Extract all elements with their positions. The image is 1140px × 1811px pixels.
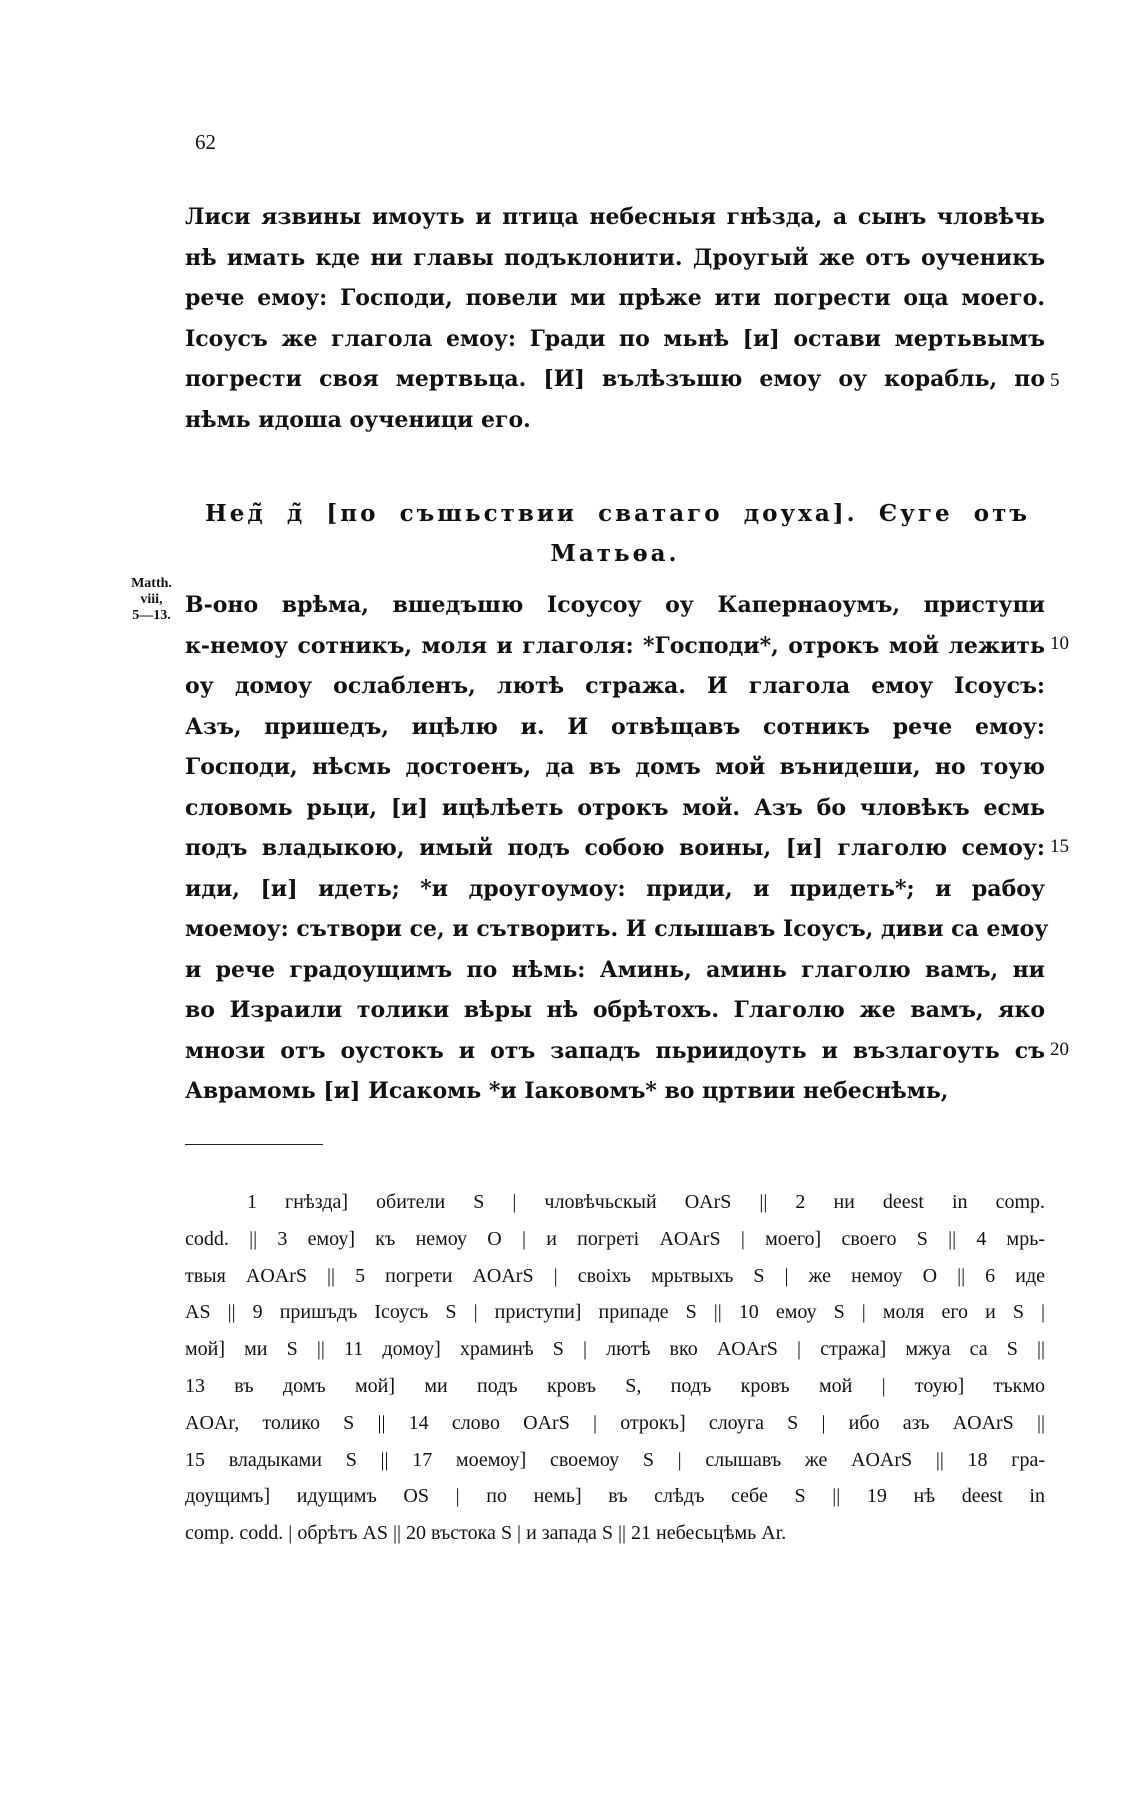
line-number-15: 15 xyxy=(1050,836,1069,857)
footnote-line: 15 владыками S || 17 моемоу] своемоу S | слышавъ же AOArS || 18 гра- xyxy=(185,1448,1045,1471)
text-line: Азъ, пришедъ, ицѣлю и. И отвѣщавъ сотникъ рече емоу: xyxy=(185,713,1045,740)
section-heading xyxy=(185,494,1045,574)
text-line: нѣмь идоша оученици его. xyxy=(185,406,531,433)
line-number-10: 10 xyxy=(1050,633,1069,654)
footnote-divider xyxy=(185,1144,323,1145)
footnote-line: твыя AOArS || 5 погрети AOArS | своіхъ мрьтвыхъ S | же немоу O || 6 иде xyxy=(185,1264,1045,1287)
passage-1 xyxy=(185,197,1045,440)
heading-line-2: Матьѳа. xyxy=(550,540,680,567)
text-line: Аврамомь [и] Исакомь *и Іаковомъ* во цртвии небеснѣмь, xyxy=(185,1078,949,1104)
passage-2 xyxy=(185,585,1049,1112)
text-line: нѣ имать кде ни главы подъклонити. Дроугый же отъ оученикъ xyxy=(185,244,1045,271)
text-line: погрести своя мертвьца. [И] вълѣзъшю емоу оу корабль, по xyxy=(185,366,1045,392)
margin-ref-verses: 5—13. xyxy=(132,608,171,623)
footnote-line: codd. || 3 емоу] къ немоу O | и погреті AOArS | моего] своего S || 4 мрь- xyxy=(185,1227,1045,1250)
text-line: к-немоу сотникъ, моля и глаголя: *Господи*, отрокъ мой лежить xyxy=(185,632,1045,659)
footnote-line: доущимъ] идущимъ OS | по немь] въ слѣдъ себе S || 19 нѣ deest in xyxy=(185,1485,1045,1508)
footnote-line: мой] ми S || 11 домоу] храминѣ S | лютѣ вко AOArS | стража] мжуа са S || xyxy=(185,1338,1045,1361)
text-line: словомь рьци, [и] ицѣлѣеть отрокъ мой. Азъ бо чловѣкъ есмь xyxy=(185,794,1045,821)
text-line: оу домоу ослабленъ, лютѣ стража. И глагола емоу Ісоусъ: xyxy=(185,673,1045,699)
text-line: во Израили толики вѣры нѣ обрѣтохъ. Глаголю же вамъ, яко xyxy=(185,997,1045,1023)
text-line: подъ владыкою, имый подъ собою воины, [и] глаголю семоу: xyxy=(185,835,1045,861)
footnote-line: 1 гнѣзда] обители S | чловѣчьскый OArS || 2 ни deest in comp. xyxy=(247,1191,1045,1213)
footnote-line: AS || 9 пришъдъ Ісоусъ S | приступи] припаде S || 10 емоу S | моля его и S | xyxy=(185,1301,1045,1324)
text-line: моемоу: сътвори се, и сътворить. И слышавъ Ісоусъ, диви са емоу xyxy=(185,916,1049,942)
text-line: В-оно врѣма, вшедъшю Ісоусоу оу Капернаоумъ, приступи xyxy=(185,592,1045,618)
page-number: 62 xyxy=(195,130,216,154)
margin-ref-chapter: viii, xyxy=(140,592,163,607)
text-line: мнози отъ оустокъ и отъ западъ пьриидоуть и възлагоуть съ xyxy=(185,1037,1045,1064)
text-line: Господи, нѣсмь достоенъ, да въ домъ мой вънидеши, но тоую xyxy=(185,754,1045,780)
line-number-20: 20 xyxy=(1050,1039,1069,1060)
line-number-5: 5 xyxy=(1050,370,1060,391)
text-line: и рече градоущимъ по нѣмь: Аминь, аминь глаголю вамъ, ни xyxy=(185,956,1045,983)
text-line: Ісоусъ же глагола емоу: Гради по мьнѣ [и] остави мертьвымъ xyxy=(185,325,1045,352)
footnote-line: comp. codd. | обрѣтъ AS || 20 въстока S | и запада S || 21 небесьцѣмь Ar. xyxy=(185,1522,787,1545)
footnote-line: 13 въ домъ мой] ми подъ кровъ S, подъ кровъ мой | тоую] тъкмо xyxy=(185,1374,1045,1397)
text-line: иди, [и] идеть; *и дроугоумоу: приди, и придеть*; и рабоу xyxy=(185,875,1045,902)
text-line: рече емоу: Господи, повели ми прѣже ити погрести оца моего. xyxy=(185,285,1045,311)
margin-ref-book: Matth. xyxy=(131,576,172,591)
footnotes xyxy=(185,1184,1045,1552)
heading-line-1: Нед̃ д̃ [по съшьствии сватаго доуха]. Єуге отъ xyxy=(205,500,1030,527)
margin-reference xyxy=(124,576,179,624)
text-line: Лиси язвины имоуть и птица небесныя гнѣзда, а сынъ чловѣчь xyxy=(185,204,1045,230)
footnote-line: AOAr, толико S || 14 слово OArS | отрокъ] слоуга S | ибо азъ AOArS || xyxy=(185,1411,1045,1434)
